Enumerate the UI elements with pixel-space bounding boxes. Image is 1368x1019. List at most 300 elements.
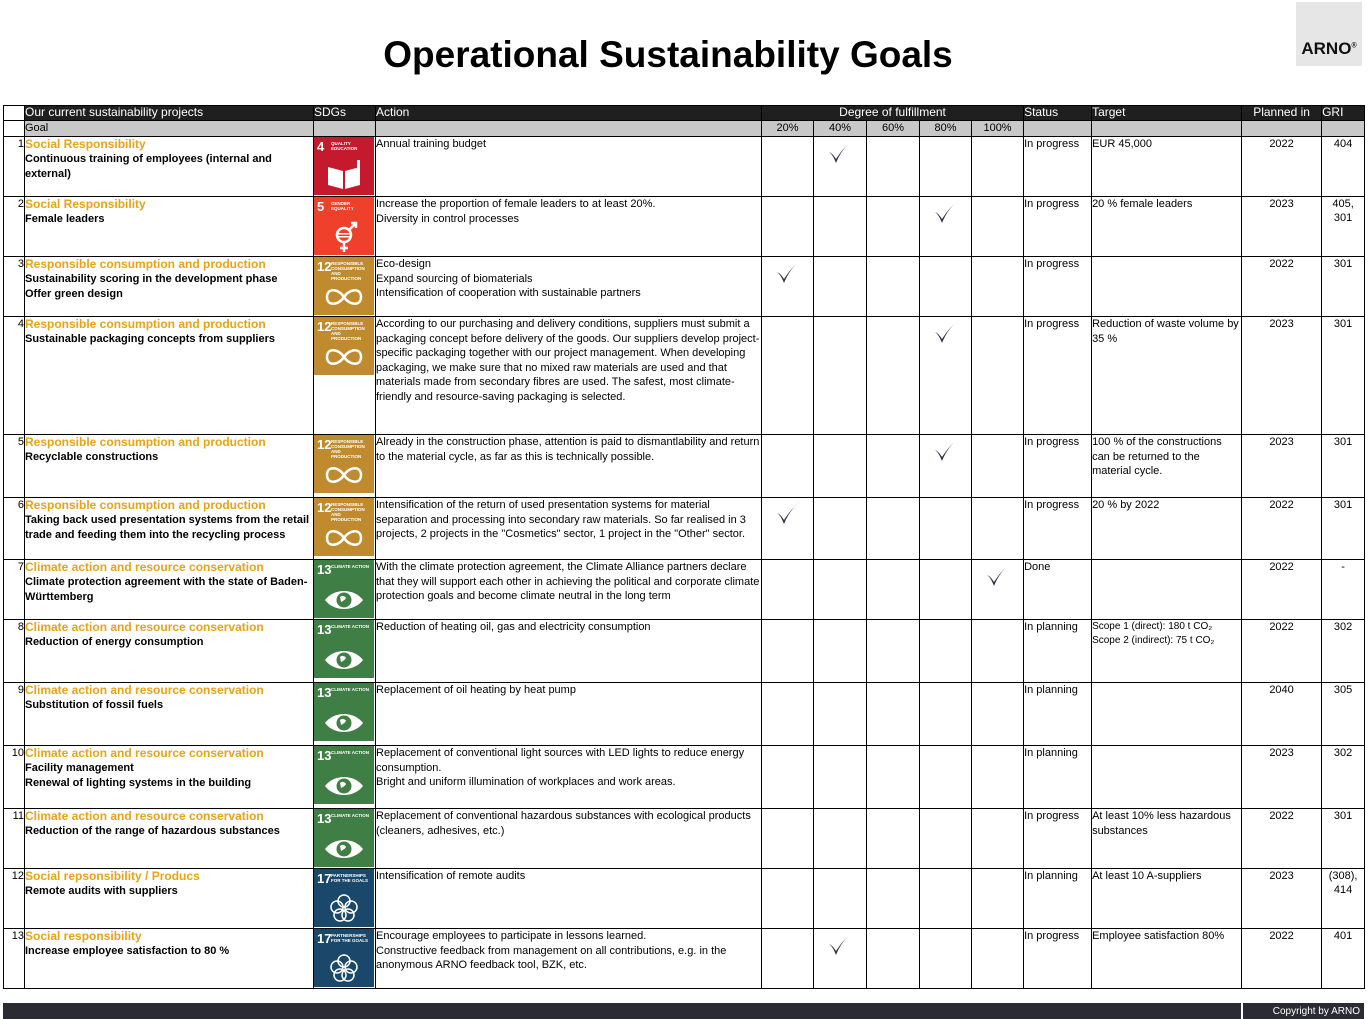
sdg-13-tile <box>314 809 374 867</box>
sdg-label: RESPONSIBLE CONSUMPTION AND PRODUCTION <box>331 321 365 341</box>
status-cell: In progress <box>1024 197 1092 257</box>
sdg-label: CLIMATE ACTION <box>331 813 369 818</box>
target-cell <box>1092 137 1242 197</box>
goal-category: Responsible consumption and production <box>25 257 266 271</box>
header-planned: Planned in <box>1242 106 1322 121</box>
level-20: 20% <box>762 121 814 137</box>
row-number: 6 <box>4 498 25 560</box>
sdg-17-tile <box>314 929 374 987</box>
fulfillment-100-cell <box>972 435 1024 498</box>
fulfillment-40-cell <box>814 197 867 257</box>
target-text: 100 % of the constructions can be returned to the material cycle. <box>1092 436 1222 477</box>
sdg-cell <box>314 257 376 317</box>
goal-text: Sustainable packaging concepts from suppliers <box>25 333 276 345</box>
fulfillment-40-cell <box>814 498 867 560</box>
sdg-cell <box>314 498 376 560</box>
fulfillment-100-cell <box>972 257 1024 317</box>
fulfillment-100-cell <box>972 560 1024 620</box>
sdg-label: GENDER EQUALITY <box>331 201 354 211</box>
goal-row <box>4 746 1365 809</box>
header-action: Action <box>376 106 762 121</box>
action-cell <box>376 197 762 257</box>
gri-code: (308), <box>1328 870 1358 882</box>
status-cell: In planning <box>1024 683 1092 746</box>
fulfillment-80-cell <box>920 317 972 435</box>
fulfillment-20-cell <box>762 435 814 498</box>
gri-cell <box>1322 137 1365 197</box>
goal-row <box>4 498 1365 560</box>
goal-cell <box>25 683 314 746</box>
goal-row <box>4 317 1365 435</box>
goal-cell <box>25 137 314 197</box>
sdg-number: 13 <box>317 748 332 763</box>
fulfillment-60-cell <box>867 620 920 683</box>
target-cell <box>1092 929 1242 989</box>
fulfillment-80-cell <box>920 498 972 560</box>
fulfillment-80-cell <box>920 257 972 317</box>
action-text: Bright and uniform illumination of workplaces and work areas. <box>376 776 676 788</box>
row-number: 12 <box>4 869 25 929</box>
goal-category: Climate action and resource conservation <box>25 560 264 574</box>
subheader-planned-blank <box>1242 121 1322 137</box>
header-degree: Degree of fulfillment <box>762 106 1024 121</box>
planned-cell: 2023 <box>1242 435 1322 498</box>
gri-cell <box>1322 317 1365 435</box>
sdg-cell <box>314 620 376 683</box>
sdg-number: 17 <box>317 871 332 886</box>
row-number: 11 <box>4 809 25 869</box>
sdg-number: 13 <box>317 685 332 700</box>
sdg-label: PARTNERSHIPS FOR THE GOALS <box>331 933 368 943</box>
row-number: 3 <box>4 257 25 317</box>
target-cell <box>1092 197 1242 257</box>
target-cell <box>1092 869 1242 929</box>
action-text: Encourage employees to participate in lessons learned. <box>376 930 647 942</box>
goal-cell <box>25 746 314 809</box>
action-cell <box>376 498 762 560</box>
gri-code: 301 <box>1333 258 1353 270</box>
action-cell <box>376 257 762 317</box>
sdg-cell <box>314 869 376 929</box>
gri-code: 305 <box>1333 684 1353 696</box>
goal-row <box>4 809 1365 869</box>
planned-cell: 2022 <box>1242 137 1322 197</box>
fulfillment-100-cell <box>972 620 1024 683</box>
level-100: 100% <box>972 121 1024 137</box>
goal-cell <box>25 809 314 869</box>
target-cell <box>1092 809 1242 869</box>
target-cell <box>1092 498 1242 560</box>
level-60: 60% <box>867 121 920 137</box>
fulfillment-40-cell <box>814 929 867 989</box>
planned-cell: 2022 <box>1242 929 1322 989</box>
goal-text: Recyclable constructions <box>25 451 159 463</box>
target-text: Scope 2 (indirect): 75 t CO₂ <box>1092 635 1215 646</box>
action-text: According to our purchasing and delivery conditions, suppliers must submit a packaging concept before delivery of the goods. Our suppliers develop project-specific packaging together with our project management. When developing packaging, we make sure that no mixed raw materials are used and that materials made from secondary fibres are used. The safest, most climate-friendly and resource-saving packaging is selected. <box>376 318 760 403</box>
sdg-number: 13 <box>317 622 332 637</box>
gri-cell <box>1322 620 1365 683</box>
fulfillment-20-cell <box>762 746 814 809</box>
gri-code: 302 <box>1333 747 1353 759</box>
goal-text: Increase employee satisfaction to 80 % <box>25 945 230 957</box>
fulfillment-100-cell <box>972 929 1024 989</box>
gri-cell <box>1322 746 1365 809</box>
fulfillment-60-cell <box>867 197 920 257</box>
sdg-number: 12 <box>317 437 332 452</box>
action-text: Expand sourcing of biomaterials <box>376 272 533 285</box>
checkmark-icon <box>983 581 1013 593</box>
goal-category: Climate action and resource conservation <box>25 620 264 634</box>
target-cell <box>1092 257 1242 317</box>
fulfillment-100-cell <box>972 498 1024 560</box>
fulfillment-80-cell <box>920 869 972 929</box>
sdg-cell <box>314 137 376 197</box>
sdg-number: 13 <box>317 562 332 577</box>
action-text: Eco-design <box>376 258 432 270</box>
sdg-number: 17 <box>317 931 332 946</box>
gri-code: 404 <box>1333 138 1353 150</box>
gri-code: 301 <box>1333 436 1353 448</box>
goal-row <box>4 197 1365 257</box>
action-text: Replacement of oil heating by heat pump <box>376 684 576 696</box>
status-cell: In progress <box>1024 317 1092 435</box>
fulfillment-20-cell <box>762 317 814 435</box>
goal-text: Climate protection agreement with the state of Baden-Württemberg <box>25 576 308 603</box>
goal-text: Sustainability scoring in the development phase <box>25 273 278 285</box>
gri-cell <box>1322 498 1365 560</box>
goal-category: Climate action and resource conservation <box>25 746 264 760</box>
sdg-number: 12 <box>317 319 332 334</box>
sdg-label: CLIMATE ACTION <box>331 564 369 569</box>
fulfillment-40-cell <box>814 560 867 620</box>
checkmark-icon <box>931 338 961 350</box>
header-blank <box>4 106 25 121</box>
action-text: Constructive feedback from management on all contributions, e.g. in the anonymous ARNO feedback tool, BZK, etc. <box>376 944 727 971</box>
sdg-label: CLIMATE ACTION <box>331 687 369 692</box>
action-cell <box>376 435 762 498</box>
planned-cell: 2040 <box>1242 683 1322 746</box>
fulfillment-80-cell <box>920 560 972 620</box>
fulfillment-100-cell <box>972 809 1024 869</box>
fulfillment-20-cell <box>762 869 814 929</box>
fulfillment-40-cell <box>814 683 867 746</box>
fulfillment-60-cell <box>867 683 920 746</box>
fulfillment-20-cell <box>762 257 814 317</box>
goal-category: Social Responsibility <box>25 137 146 151</box>
sdg-5-tile <box>314 197 374 255</box>
action-cell <box>376 683 762 746</box>
gri-code: 301 <box>1333 499 1353 511</box>
fulfillment-100-cell <box>972 683 1024 746</box>
fulfillment-80-cell <box>920 683 972 746</box>
fulfillment-40-cell <box>814 317 867 435</box>
target-cell <box>1092 683 1242 746</box>
status-cell: In progress <box>1024 257 1092 317</box>
sdg-cell <box>314 809 376 869</box>
gri-code: 301 <box>1333 212 1353 224</box>
fulfillment-80-cell <box>920 620 972 683</box>
header-sdgs: SDGs <box>314 106 376 121</box>
fulfillment-20-cell <box>762 197 814 257</box>
row-number: 8 <box>4 620 25 683</box>
sdg-12-tile <box>314 257 374 315</box>
fulfillment-40-cell <box>814 137 867 197</box>
footer-separator <box>1241 1003 1243 1019</box>
gri-cell <box>1322 257 1365 317</box>
goal-text: Remote audits with suppliers <box>25 885 178 897</box>
sdg-12-tile <box>314 498 374 556</box>
action-cell <box>376 929 762 989</box>
fulfillment-60-cell <box>867 317 920 435</box>
goal-category: Responsible consumption and production <box>25 317 266 331</box>
goal-cell <box>25 435 314 498</box>
fulfillment-60-cell <box>867 498 920 560</box>
fulfillment-60-cell <box>867 435 920 498</box>
sdg-cell <box>314 435 376 498</box>
goal-row <box>4 137 1365 197</box>
sdg-13-tile <box>314 746 374 804</box>
fulfillment-20-cell <box>762 620 814 683</box>
sdg-4-tile <box>314 137 374 195</box>
subheader-blank <box>4 121 25 137</box>
gri-cell <box>1322 435 1365 498</box>
status-cell: In progress <box>1024 435 1092 498</box>
action-text: Reduction of heating oil, gas and electricity consumption <box>376 621 651 633</box>
sdg-12-tile <box>314 317 374 375</box>
goal-category: Climate action and resource conservation <box>25 809 264 823</box>
action-text: Intensification of cooperation with sustainable partners <box>376 287 641 299</box>
goals-table <box>3 105 1365 989</box>
planned-cell: 2023 <box>1242 197 1322 257</box>
sdg-number: 4 <box>317 139 325 154</box>
sdg-label: CLIMATE ACTION <box>331 750 369 755</box>
gri-cell <box>1322 869 1365 929</box>
goal-category: Climate action and resource conservation <box>25 683 264 697</box>
action-text: Annual training budget <box>376 138 487 150</box>
fulfillment-80-cell <box>920 137 972 197</box>
fulfillment-20-cell <box>762 929 814 989</box>
goal-category: Social repsonsibility / Producs <box>25 869 200 883</box>
target-cell <box>1092 317 1242 435</box>
sdg-cell <box>314 929 376 989</box>
planned-cell: 2022 <box>1242 498 1322 560</box>
sdg-number: 5 <box>317 199 325 214</box>
gri-cell <box>1322 809 1365 869</box>
target-text: At least 10% less hazardous substances <box>1092 810 1231 837</box>
target-text: Employee satisfaction 80% <box>1092 930 1225 942</box>
goal-category: Social Responsibility <box>25 197 146 211</box>
planned-cell: 2023 <box>1242 317 1322 435</box>
sdg-cell <box>314 746 376 809</box>
goal-rows <box>4 137 1365 989</box>
goal-text: Facility management <box>25 762 134 774</box>
fulfillment-40-cell <box>814 620 867 683</box>
status-cell: In progress <box>1024 929 1092 989</box>
action-cell <box>376 317 762 435</box>
fulfillment-60-cell <box>867 560 920 620</box>
fulfillment-20-cell <box>762 498 814 560</box>
target-text: 20 % by 2022 <box>1092 499 1160 511</box>
fulfillment-40-cell <box>814 809 867 869</box>
target-text: At least 10 A-suppliers <box>1092 870 1202 882</box>
status-cell: In progress <box>1024 137 1092 197</box>
fulfillment-100-cell <box>972 137 1024 197</box>
sdg-12-tile <box>314 435 374 493</box>
gri-code: 414 <box>1333 884 1353 896</box>
subheader-sdgs-blank <box>314 121 376 137</box>
fulfillment-100-cell <box>972 869 1024 929</box>
sdg-13-tile <box>314 560 374 618</box>
header-target: Target <box>1092 106 1242 121</box>
goal-category: Responsible consumption and production <box>25 498 266 512</box>
goal-category: Responsible consumption and production <box>25 435 266 449</box>
goal-text: Continuous training of employees (internal and external) <box>25 153 272 180</box>
goal-cell <box>25 620 314 683</box>
fulfillment-20-cell <box>762 683 814 746</box>
goal-cell <box>25 498 314 560</box>
row-number: 7 <box>4 560 25 620</box>
gri-cell <box>1322 197 1365 257</box>
sdg-13-tile <box>314 620 374 678</box>
header-gri: GRI <box>1322 106 1365 121</box>
fulfillment-60-cell <box>867 869 920 929</box>
fulfillment-40-cell <box>814 869 867 929</box>
planned-cell: 2023 <box>1242 746 1322 809</box>
goal-cell <box>25 560 314 620</box>
goal-cell <box>25 197 314 257</box>
row-number: 10 <box>4 746 25 809</box>
status-cell: In progress <box>1024 809 1092 869</box>
sdg-label: RESPONSIBLE CONSUMPTION AND PRODUCTION <box>331 261 365 281</box>
checkmark-icon <box>773 278 803 290</box>
status-cell: In planning <box>1024 620 1092 683</box>
action-text: Intensification of the return of used presentation systems for material separation and processing into secondary raw materials. So far realised in 3 projects, 2 projects in the "Cosmetics" sector, 1 project in the "Other" sector. <box>376 499 746 540</box>
fulfillment-100-cell <box>972 197 1024 257</box>
gri-cell <box>1322 683 1365 746</box>
status-cell: In progress <box>1024 498 1092 560</box>
checkmark-icon <box>825 950 855 962</box>
action-text: With the climate protection agreement, the Climate Alliance partners declare that they will support each other in achieving the political and corporate climate protection goals and become climate neutral in the long term <box>376 561 760 602</box>
fulfillment-80-cell <box>920 435 972 498</box>
gri-code: 301 <box>1333 318 1353 330</box>
row-number: 5 <box>4 435 25 498</box>
target-text: EUR 45,000 <box>1092 138 1152 150</box>
planned-cell: 2022 <box>1242 257 1322 317</box>
subheader-gri-blank <box>1322 121 1365 137</box>
level-80: 80% <box>920 121 972 137</box>
checkmark-icon <box>931 456 961 468</box>
fulfillment-100-cell <box>972 746 1024 809</box>
header-row <box>4 106 1365 121</box>
header-project: Our current sustainability projects <box>25 106 314 121</box>
checkmark-icon <box>825 158 855 170</box>
gri-cell <box>1322 560 1365 620</box>
target-text: Reduction of waste volume by 35 % <box>1092 318 1239 345</box>
row-number: 1 <box>4 137 25 197</box>
sdg-cell <box>314 197 376 257</box>
sdg-label: RESPONSIBLE CONSUMPTION AND PRODUCTION <box>331 439 365 459</box>
fulfillment-80-cell <box>920 197 972 257</box>
subheader-action-blank <box>376 121 762 137</box>
goal-text: Taking back used presentation systems from the retail trade and feeding them into the recycling process <box>25 514 310 541</box>
goal-row <box>4 560 1365 620</box>
goal-text: Reduction of energy consumption <box>25 636 204 648</box>
planned-cell: 2023 <box>1242 869 1322 929</box>
gri-cell <box>1322 929 1365 989</box>
sdg-label: CLIMATE ACTION <box>331 624 369 629</box>
gri-code: 401 <box>1333 930 1353 942</box>
goal-text: Renewal of lighting systems in the building <box>25 777 252 789</box>
checkmark-icon <box>931 218 961 230</box>
fulfillment-40-cell <box>814 435 867 498</box>
gri-code: - <box>1341 561 1345 573</box>
goal-row <box>4 683 1365 746</box>
fulfillment-40-cell <box>814 746 867 809</box>
goal-cell <box>25 317 314 435</box>
sdg-number: 12 <box>317 259 332 274</box>
footer-bar <box>3 1003 1364 1019</box>
target-cell <box>1092 560 1242 620</box>
row-number: 2 <box>4 197 25 257</box>
goal-row <box>4 929 1365 989</box>
sdg-number: 13 <box>317 811 332 826</box>
logo-text: ARNO® <box>1301 39 1357 58</box>
goal-row <box>4 869 1365 929</box>
goal-cell <box>25 257 314 317</box>
action-text: Intensification of remote audits <box>376 870 526 882</box>
action-text: Replacement of conventional hazardous substances with ecological products (cleaners, adhesives, etc.) <box>376 810 751 837</box>
row-number: 13 <box>4 929 25 989</box>
page-title: Operational Sustainability Goals <box>383 34 953 75</box>
fulfillment-20-cell <box>762 560 814 620</box>
sdg-label: RESPONSIBLE CONSUMPTION AND PRODUCTION <box>331 502 365 522</box>
action-text: Diversity in control processes <box>376 212 520 225</box>
planned-cell: 2022 <box>1242 809 1322 869</box>
target-text: 20 % female leaders <box>1092 198 1193 210</box>
action-text: Increase the proportion of female leaders to at least 20%. <box>376 198 656 210</box>
arno-logo <box>1296 2 1362 66</box>
target-cell <box>1092 620 1242 683</box>
goal-text: Offer green design <box>25 288 123 300</box>
status-cell: Done <box>1024 560 1092 620</box>
action-text: Already in the construction phase, attention is paid to dismantlability and return to the material cycle, as far as this is technically possible. <box>376 436 760 463</box>
sdg-label: PARTNERSHIPS FOR THE GOALS <box>331 873 368 883</box>
sdg-number: 12 <box>317 500 332 515</box>
fulfillment-60-cell <box>867 929 920 989</box>
action-cell <box>376 560 762 620</box>
gri-code: 405, <box>1332 198 1354 210</box>
goal-row <box>4 620 1365 683</box>
row-number: 9 <box>4 683 25 746</box>
sdg-label: QUALITY EDUCATION <box>331 141 358 151</box>
fulfillment-60-cell <box>867 137 920 197</box>
sdg-13-tile <box>314 683 374 741</box>
goal-text: Female leaders <box>25 213 105 225</box>
goal-category: Social responsibility <box>25 929 142 943</box>
action-cell <box>376 809 762 869</box>
action-cell <box>376 137 762 197</box>
goal-cell <box>25 869 314 929</box>
subheader-goal: Goal <box>25 121 314 137</box>
fulfillment-20-cell <box>762 809 814 869</box>
action-text: Replacement of conventional light sources with LED lights to reduce energy consumption. <box>376 747 745 774</box>
subheader-target-blank <box>1092 121 1242 137</box>
fulfillment-60-cell <box>867 257 920 317</box>
fulfillment-40-cell <box>814 257 867 317</box>
copyright-text: Copyright by ARNO <box>1272 1005 1360 1017</box>
target-text: Scope 1 (direct): 180 t CO₂ <box>1092 621 1213 632</box>
gri-code: 302 <box>1333 621 1353 633</box>
